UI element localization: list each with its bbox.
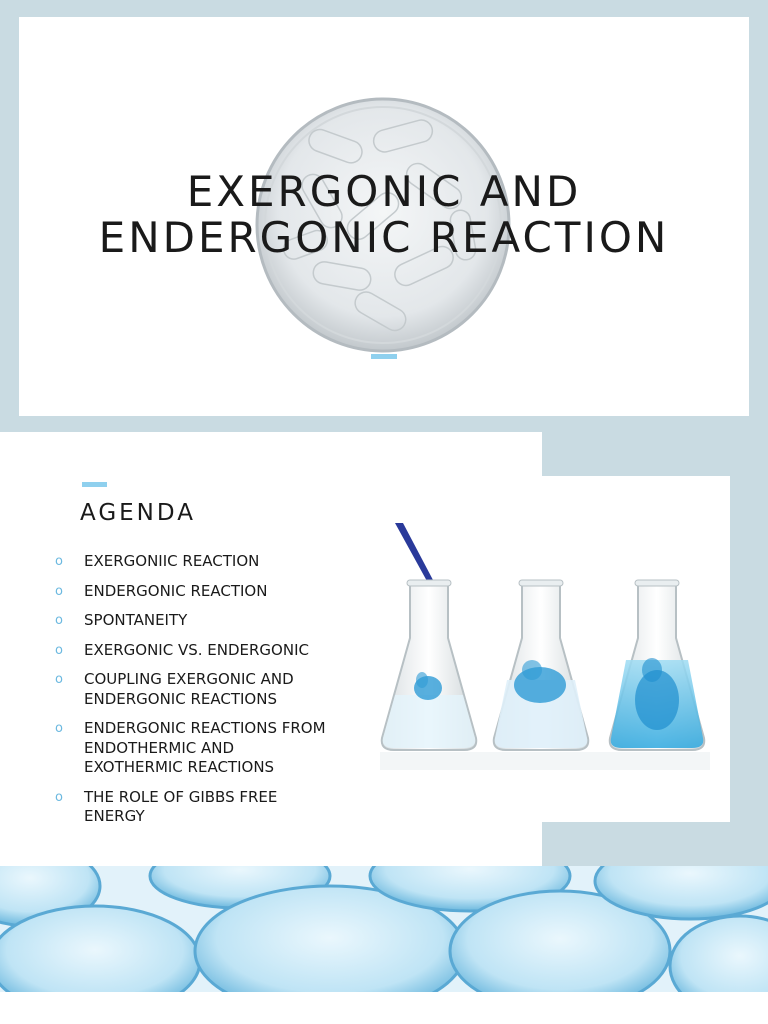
agenda-list <box>55 552 335 837</box>
water-drops-image <box>0 866 768 992</box>
agenda-item-text: ENDERGONIC REACTION <box>84 581 268 600</box>
agenda-item <box>55 552 335 572</box>
title-slide-canvas <box>19 17 749 416</box>
agenda-item <box>55 582 335 602</box>
bullet-icon: o <box>55 583 63 599</box>
agenda-heading: AGENDA <box>80 500 196 526</box>
agenda-slide <box>0 432 768 866</box>
bullet-icon: o <box>55 554 63 569</box>
bullet-icon: o <box>55 642 63 658</box>
agenda-item <box>55 719 335 778</box>
flasks-image <box>370 520 720 780</box>
slide-title <box>19 169 749 261</box>
title-slide <box>0 0 768 432</box>
agenda-item-text: COUPLING EXERGONIC AND ENDERGONIC REACTIONS <box>84 670 294 708</box>
water-drops-slide <box>0 866 768 992</box>
agenda-item-text: ENDERGONIC REACTIONS FROM ENDOTHERMIC AND EXOTHERMIC REACTIONS <box>84 719 326 776</box>
agenda-item-text: THE ROLE OF GIBBS FREE ENERGY <box>84 787 278 825</box>
agenda-item-text: EXERGONIIC REACTION <box>84 552 260 570</box>
title-line-1: EXERGONIC AND <box>186 167 582 216</box>
bullet-icon: o <box>55 613 63 628</box>
accent-bar <box>82 482 107 487</box>
bullet-icon: o <box>55 672 63 687</box>
title-line-2: ENDERGONIC REACTION <box>98 213 670 262</box>
agenda-item-text: SPONTANEITY <box>84 611 188 629</box>
frame-decoration-bottom <box>542 822 768 866</box>
page-bottom-margin <box>0 992 768 1024</box>
bullet-icon: o <box>55 721 63 736</box>
agenda-item-text: EXERGONIC VS. ENDERGONIC <box>84 640 309 659</box>
agenda-item <box>55 611 335 631</box>
frame-decoration-right <box>730 432 768 866</box>
agenda-item <box>55 670 335 709</box>
accent-bar <box>371 354 397 359</box>
bullet-icon: o <box>55 789 63 805</box>
agenda-item <box>55 788 335 827</box>
agenda-item <box>55 641 335 661</box>
